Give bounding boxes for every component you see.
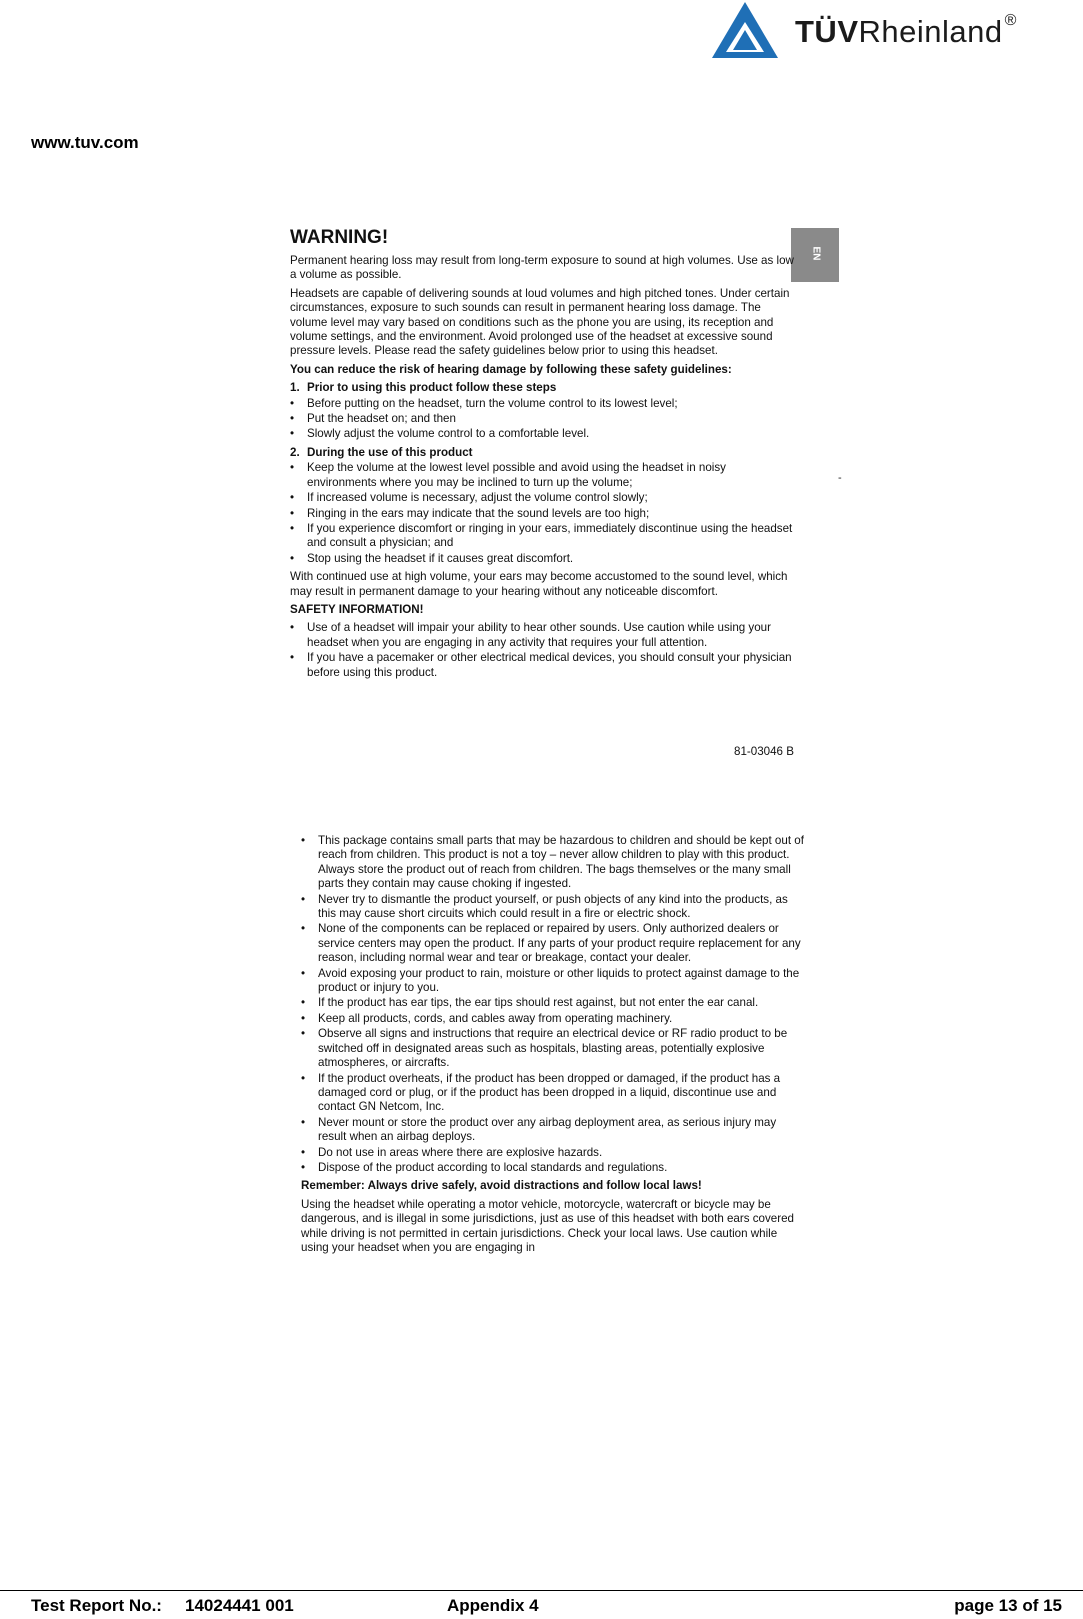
intro-paragraph-1: Permanent hearing loss may result from long-term exposure to sound at high volumes. Use as low a volume as possible. (290, 254, 794, 282)
step2-list (290, 461, 795, 566)
step2-heading: 2. During the use of this product (290, 445, 473, 459)
list-item: • Do not use in areas where there are explosive hazards. (301, 1146, 806, 1160)
list-item: • Keep the volume at the lowest level possible and avoid using the headset in noisy environments where you may be inclined to turn up the volume; (290, 461, 795, 490)
list-item: • Use of a headset will impair your ability to hear other sounds. Use caution while using your headset when you are engaging in any activity that requires your full attention. (290, 621, 795, 650)
report-label: Test Report No.: (31, 1596, 162, 1615)
list-item: • Put the headset on; and then (290, 412, 795, 426)
report-number: 14024441 001 (185, 1596, 294, 1615)
remember-heading: Remember: Always drive safely, avoid distractions and follow local laws! (301, 1179, 702, 1193)
driving-paragraph: Using the headset while operating a motor vehicle, motorcycle, watercraft or bicycle may be dangerous, and is illegal in some jurisdictions, just as use of this headset with both ears covered while driving is not permitted in certain jurisdictions. Check your local laws. Use caution while using your headset when you are engaging in (301, 1197, 795, 1254)
package-safety-section (301, 834, 806, 1259)
list-item: • If the product overheats, if the product has been dropped or damaged, if the product has a damaged cord or plug, or if the product has been dropped in a liquid, discontinue use and contact GN Netcom, Inc. (301, 1072, 806, 1115)
list-item: • Dispose of the product according to local standards and regulations. (301, 1161, 806, 1175)
warning-section (290, 226, 795, 684)
list-item: • Observe all signs and instructions that require an electrical device or RF radio product to be switched off in designated areas such as hospitals, blasting areas, potentially explosive atmospheres, or aircrafts. (301, 1027, 806, 1070)
reduce-heading: You can reduce the risk of hearing damage by following these safety guidelines: (290, 362, 732, 376)
warning-title: WARNING! (290, 227, 389, 248)
page-number: page 13 of 15 (954, 1596, 1062, 1615)
document-code: 81-03046 B (734, 745, 794, 758)
list-item: • Never mount or store the product over any airbag deployment area, as serious injury may result when an airbag deploys. (301, 1116, 806, 1145)
brand-name: TÜVRheinland ® (795, 12, 1017, 49)
appendix-label: Appendix 4 (447, 1596, 539, 1615)
package-list (301, 834, 806, 1175)
list-item: • If increased volume is necessary, adjust the volume control slowly; (290, 491, 795, 505)
continued-use-paragraph: With continued use at high volume, your ears may become accustomed to the sound level, which may result in permanent damage to your hearing without any noticeable discomfort. (290, 570, 788, 598)
list-item: • Keep all products, cords, and cables away from operating machinery. (301, 1012, 806, 1026)
list-item: • Stop using the headset if it causes great discomfort. (290, 552, 795, 566)
intro-paragraph-2: Headsets are capable of delivering sounds at loud volumes and high pitched tones. Under certain circumstances, exposure to such sounds can result in permanent hearing loss damage. The volume level may vary based on conditions such as the phone you are using, its reception and volume settings, and the environment. Avoid prolonged use of the headset at excessive sound pressure levels. Please read the safety guidelines below prior to using this headset. (290, 286, 790, 358)
safety-heading: SAFETY INFORMATION! (290, 602, 424, 616)
dash-mark: - (838, 472, 842, 484)
list-item: • If the product has ear tips, the ear tips should rest against, but not enter the ear canal. (301, 996, 806, 1010)
list-item: • This package contains small parts that may be hazardous to children and should be kept out of reach from children. This product is not a toy – never allow children to play with this product. Always store the product out of reach from children. The bags themselves or the many small parts they contain may cause choking if ingested. (301, 834, 806, 892)
list-item: • If you have a pacemaker or other electrical medical devices, you should consult your physician before using this product. (290, 651, 795, 680)
list-item: • Slowly adjust the volume control to a comfortable level. (290, 427, 795, 441)
safety-list (290, 621, 795, 680)
list-item: • Before putting on the headset, turn the volume control to its lowest level; (290, 397, 795, 411)
step1-list (290, 397, 795, 442)
website-url: www.tuv.com (31, 133, 139, 152)
tuv-triangle-icon (710, 0, 780, 60)
list-item: • Avoid exposing your product to rain, moisture or other liquids to protect against damage to the product or injury to you. (301, 967, 806, 996)
list-item: • Never try to dismantle the product yourself, or push objects of any kind into the products, as this may cause short circuits which could result in a fire or electric shock. (301, 893, 806, 922)
list-item: • None of the components can be replaced or repaired by users. Only authorized dealers or service centers may open the product. If any parts of your product require replacement for any reason, including normal wear and tear or breakage, contact your dealer. (301, 922, 806, 965)
language-tab: EN (791, 228, 839, 282)
list-item: • Ringing in the ears may indicate that the sound levels are too high; (290, 507, 795, 521)
list-item: • If you experience discomfort or ringing in your ears, immediately discontinue using the headset and consult a physician; and (290, 522, 795, 551)
tuv-rheinland-logo (710, 0, 1070, 62)
footer-divider (0, 1590, 1083, 1591)
step1-heading: 1. Prior to using this product follow these steps (290, 381, 557, 395)
